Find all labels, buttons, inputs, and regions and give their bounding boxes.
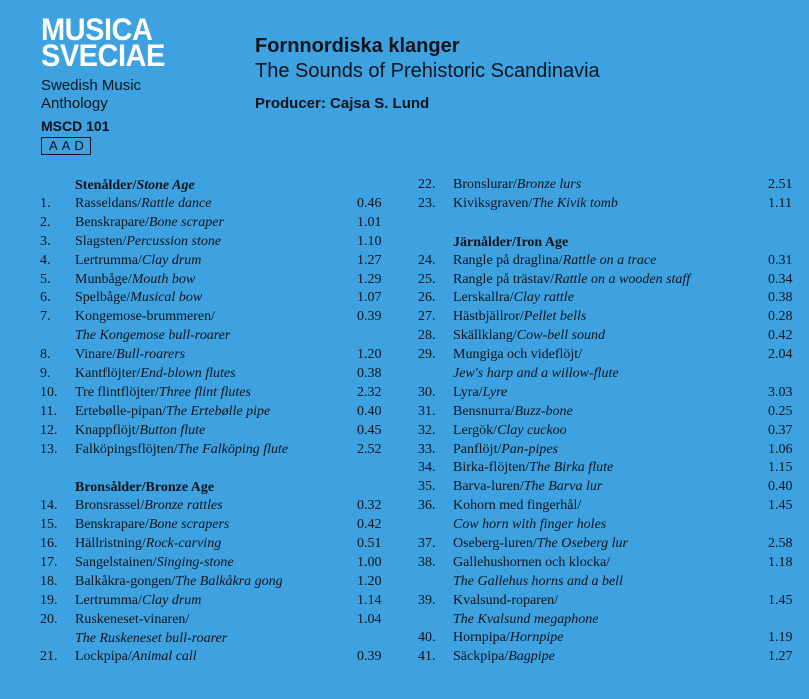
track-duration: 0.51	[357, 536, 382, 552]
track-title-sv: Kiviksgraven/	[453, 195, 533, 211]
track-title-en: Clay drum	[141, 252, 202, 268]
track-row	[418, 195, 798, 214]
track-title	[75, 573, 357, 592]
track-row	[40, 195, 385, 214]
track-row	[418, 441, 798, 460]
section-spacer	[40, 459, 385, 478]
track-title	[75, 535, 357, 554]
track-number: 1.	[40, 196, 51, 211]
track-title	[453, 478, 768, 497]
track-title	[453, 346, 768, 365]
track-title-en: Clay drum	[141, 592, 202, 608]
track-row	[418, 648, 798, 667]
track-title-sv: Bronsrassel/	[75, 498, 145, 514]
track-row	[40, 384, 385, 403]
track-title-sv: Skällklang/	[453, 328, 517, 344]
track-number: 33.	[418, 441, 436, 457]
section-heading-en: Stone Age	[136, 178, 195, 193]
track-number: 16.	[40, 536, 58, 552]
track-title	[453, 592, 768, 611]
track-title-en: The Birka flute	[529, 460, 614, 476]
track-title-sv: Lertrumma/	[75, 592, 142, 608]
track-row	[40, 516, 385, 535]
track-row	[418, 403, 798, 422]
track-title-sv: Gallehushornen och klocka/	[453, 554, 611, 570]
track-title-sv: Vinare/	[75, 347, 117, 363]
track-title-en: Rattle on a wooden staff	[554, 271, 691, 287]
track-title-sv: Mungiga och videflöjt/	[453, 347, 583, 363]
logo-subtitle-1: Swedish Music	[41, 77, 142, 94]
track-number: 29.	[418, 347, 436, 363]
track-row	[40, 214, 385, 233]
track-title-en: Bone scrapers	[148, 517, 230, 533]
track-title	[75, 289, 357, 308]
track-row	[40, 365, 385, 384]
track-duration: 0.40	[768, 479, 793, 495]
track-number: 15.	[40, 517, 58, 533]
track-title-en: Musical bow	[130, 290, 203, 306]
track-duration: 0.45	[357, 422, 382, 438]
track-row	[40, 441, 385, 460]
track-title-sv: Benskrapare/	[75, 517, 149, 533]
track-title	[75, 611, 357, 630]
track-row	[40, 573, 385, 592]
track-row	[418, 497, 798, 516]
track-number: 20.	[40, 611, 58, 627]
track-title	[453, 459, 768, 478]
track-row	[40, 422, 385, 441]
track-title	[75, 441, 357, 460]
track-title-sv: Kvalsund-roparen/	[453, 592, 558, 608]
track-duration: 1.00	[357, 555, 382, 571]
track-number: 8.	[40, 347, 51, 363]
track-duration: 0.28	[768, 309, 793, 325]
catalog-number: MSCD 101	[41, 118, 110, 134]
musica-sveciae-logo	[41, 12, 165, 155]
track-title-en-continued: The Gallehus horns and a bell	[453, 573, 623, 589]
track-title	[75, 233, 357, 252]
logo-subtitle-2: Anthology	[41, 95, 108, 112]
track-number: 34.	[418, 460, 436, 476]
track-title-en: Lyre	[482, 384, 508, 400]
track-duration: 2.04	[768, 347, 793, 363]
track-row	[40, 648, 385, 667]
track-number: 28.	[418, 328, 436, 344]
track-row	[418, 308, 798, 327]
track-number: 18.	[40, 573, 58, 589]
track-duration: 1.29	[357, 271, 382, 287]
track-duration: 3.03	[768, 384, 793, 400]
track-title-en: Singing-stone	[156, 555, 234, 571]
track-title-sv: Ruskeneset-vinaren/	[75, 611, 190, 627]
track-row	[418, 629, 798, 648]
track-title-en-continued: The Kongemose bull-roarer	[75, 328, 231, 344]
track-row	[418, 554, 798, 573]
track-row	[40, 592, 385, 611]
track-number: 41.	[418, 649, 436, 665]
track-duration: 1.20	[357, 573, 382, 589]
track-row	[40, 554, 385, 573]
track-title-sv: Munbåge/	[75, 271, 132, 287]
track-title	[75, 648, 357, 667]
track-title-sv: Lyra/	[453, 384, 483, 400]
track-row	[40, 611, 385, 630]
track-duration: 1.45	[768, 498, 793, 514]
track-title-sv: Falköpingsflöjten/	[75, 441, 178, 457]
track-duration: 2.32	[357, 384, 382, 400]
track-title-sv: Lertrumma/	[75, 252, 142, 268]
track-title-en: Clay cuckoo	[497, 422, 567, 438]
track-number: 23.	[418, 195, 436, 211]
track-title-sv: Knappflöjt/	[75, 422, 140, 438]
track-title	[75, 592, 357, 611]
track-number: 14.	[40, 498, 58, 514]
track-duration: 0.42	[357, 517, 382, 533]
section-heading-sv: Järnålder/Iron Age	[453, 234, 569, 250]
track-title-en: Animal call	[131, 649, 197, 665]
track-row	[40, 346, 385, 365]
track-row	[418, 592, 798, 611]
track-title-sv: Hornpipa/	[453, 630, 510, 646]
track-title	[75, 308, 357, 327]
track-title-en: The Barva lur	[523, 479, 603, 495]
track-number: 27.	[418, 309, 436, 325]
track-number: 13.	[40, 441, 58, 457]
section-heading-stone	[40, 176, 385, 195]
track-title-en: Bull-roarers	[116, 347, 186, 363]
album-title: Fornnordiska klanger	[255, 35, 460, 57]
track-title-en: The Kivik tomb	[532, 195, 618, 211]
track-title	[75, 497, 357, 516]
track-title-en-continued: Jew's harp and a willow-flute	[453, 366, 619, 382]
track-title	[75, 422, 357, 441]
track-title-en: Bronze rattles	[144, 498, 223, 514]
track-title-sv: Tre flintflöjter/	[75, 384, 159, 400]
track-title-en: Rattle on a trace	[562, 252, 657, 268]
track-row	[418, 384, 798, 403]
track-duration: 1.45	[768, 592, 793, 608]
track-title	[453, 195, 768, 214]
track-number: 40.	[418, 630, 436, 646]
track-title-en-continued: The Ruskeneset bull-roarer	[75, 630, 228, 646]
track-title	[75, 252, 357, 271]
track-number: 32.	[418, 422, 436, 438]
track-duration: 2.58	[768, 536, 793, 552]
track-title-sv: Kohorn med fingerhål/	[453, 498, 582, 514]
track-title-sv: Ertebølle-pipan/	[75, 403, 166, 419]
track-title-en: Bagpipe	[508, 649, 555, 665]
track-duration: 1.18	[768, 554, 793, 570]
track-title	[453, 497, 768, 516]
track-row	[418, 478, 798, 497]
track-title	[75, 346, 357, 365]
track-duration: 0.32	[357, 498, 382, 514]
section-heading-sv: Stenålder/	[75, 178, 137, 193]
track-number: 25.	[418, 271, 436, 287]
track-title	[453, 648, 768, 667]
track-number: 9.	[40, 366, 51, 382]
track-number: 26.	[418, 290, 436, 306]
track-title-sv: Rangle på trästav/	[453, 271, 555, 287]
track-title	[453, 327, 768, 346]
track-title-en: Three flint flutes	[158, 384, 251, 400]
track-title-sv: Spelbåge/	[75, 290, 131, 306]
track-title	[75, 214, 357, 233]
track-duration: 0.37	[768, 422, 793, 438]
track-title-en-continued: The Kvalsund megaphone	[453, 611, 599, 627]
album-header	[255, 34, 600, 112]
track-duration: 2.51	[768, 177, 793, 192]
track-duration: 0.38	[357, 366, 382, 382]
track-duration: 1.04	[357, 611, 382, 627]
track-title-sv: Hällristning/	[75, 536, 146, 552]
track-duration: 1.20	[357, 347, 382, 363]
track-row	[418, 252, 798, 271]
track-title-en-continued: Cow horn with finger holes	[453, 517, 607, 533]
track-title-en: Pellet bells	[523, 309, 587, 325]
track-duration: 1.10	[357, 233, 382, 249]
track-title-sv: Birka-flöjten/	[453, 460, 530, 476]
track-number: 7.	[40, 309, 51, 325]
album-subtitle: The Sounds of Prehistoric Scandinavia	[255, 60, 600, 82]
track-duration: 1.11	[768, 195, 792, 211]
track-title-en: The Falköping flute	[177, 441, 289, 457]
track-title-sv: Hästbjällror/	[453, 309, 524, 325]
track-title	[453, 422, 768, 441]
track-title-en: The Balkåkra gong	[175, 573, 283, 589]
track-title-en: Percussion stone	[126, 233, 222, 249]
track-title-en: Mouth bow	[131, 271, 196, 287]
track-title-sv: Bensnurra/	[453, 403, 515, 419]
track-title-sv: Rasseldans/	[75, 196, 142, 211]
track-title-en: Clay rattle	[513, 290, 574, 306]
track-title	[75, 384, 357, 403]
track-title	[453, 384, 768, 403]
track-number: 4.	[40, 252, 51, 268]
track-title-sv: Slagsten/	[75, 233, 127, 249]
track-number: 17.	[40, 555, 58, 571]
track-duration: 1.07	[357, 290, 382, 306]
track-title-sv: Sangelstainen/	[75, 555, 157, 571]
track-title	[453, 252, 768, 271]
track-row	[418, 289, 798, 308]
track-title	[453, 403, 768, 422]
track-duration: 1.14	[357, 592, 382, 608]
track-title	[453, 441, 768, 460]
track-title-sv: Balkåkra-gongen/	[75, 573, 176, 589]
recording-code-badge: AAD	[41, 137, 91, 155]
track-number: 35.	[418, 479, 436, 495]
track-title-sv: Rangle på draglina/	[453, 252, 563, 268]
logo-line-2: SVECIAE	[41, 38, 165, 74]
producer-credit: Producer: Cajsa S. Lund	[255, 95, 430, 112]
track-number: 3.	[40, 233, 51, 249]
track-number: 6.	[40, 290, 51, 306]
track-duration: 0.34	[768, 271, 793, 287]
track-duration: 1.19	[768, 630, 793, 646]
track-row	[418, 327, 798, 346]
track-title-en: The Oseberg lur	[536, 536, 628, 552]
section-heading-iron	[418, 233, 798, 252]
track-number: 19.	[40, 592, 58, 608]
track-number: 24.	[418, 252, 436, 268]
section-spacer	[418, 214, 798, 233]
track-title	[75, 403, 357, 422]
track-number: 30.	[418, 384, 436, 400]
track-title-sv: Säckpipa/	[453, 649, 509, 665]
track-number: 38.	[418, 554, 436, 570]
track-number: 31.	[418, 403, 436, 419]
track-row	[40, 497, 385, 516]
track-title	[75, 365, 357, 384]
track-duration: 1.27	[357, 252, 382, 268]
track-duration: 0.39	[357, 309, 382, 325]
track-title-sv: Oseberg-luren/	[453, 536, 537, 552]
track-title-en: Cow-bell sound	[516, 328, 606, 344]
track-duration: 0.46	[357, 196, 382, 211]
track-duration: 0.39	[357, 649, 382, 665]
track-title-en: Rock-carving	[145, 536, 222, 552]
track-title	[453, 535, 768, 554]
track-number: 22.	[418, 177, 436, 192]
track-number: 12.	[40, 422, 58, 438]
track-title-sv: Lergök/	[453, 422, 498, 438]
track-row	[40, 535, 385, 554]
track-title-sv: Kantflöjter/	[75, 366, 141, 382]
track-title-sv: Barva-luren/	[453, 479, 524, 495]
track-title-sv: Lockpipa/	[75, 649, 132, 665]
track-title-en: Buzz-bone	[514, 403, 573, 419]
track-row	[418, 271, 798, 290]
track-number: 2.	[40, 214, 51, 230]
track-title	[453, 629, 768, 648]
track-title	[453, 176, 768, 195]
track-title-sv: Bronslurar/	[453, 177, 517, 192]
track-row	[40, 252, 385, 271]
track-title-sv: Panflöjt/	[453, 441, 502, 457]
track-title	[453, 289, 768, 308]
track-title	[453, 554, 768, 573]
track-row	[40, 271, 385, 290]
track-title-en: Pan-pipes	[501, 441, 558, 457]
track-duration: 0.40	[357, 403, 382, 419]
track-title-sv: Benskrapare/	[75, 214, 149, 230]
logo-line-1: MUSICA	[41, 12, 153, 48]
track-title-sv: Lerskallra/	[453, 290, 514, 306]
track-row	[40, 289, 385, 308]
track-number: 37.	[418, 536, 436, 552]
track-duration: 1.27	[768, 649, 793, 665]
track-row	[418, 535, 798, 554]
section-heading-sv: Bronsålder/Bronze Age	[75, 480, 215, 496]
track-number: 36.	[418, 498, 436, 514]
track-duration: 1.06	[768, 441, 793, 457]
track-title-sv: Kongemose-brummeren/	[75, 309, 215, 325]
tracklist-right-column	[418, 176, 798, 667]
track-title-en: The Ertebølle pipe	[165, 403, 271, 419]
track-row	[418, 422, 798, 441]
track-duration: 0.38	[768, 290, 793, 306]
track-row	[40, 233, 385, 252]
track-duration: 0.42	[768, 328, 793, 344]
track-duration: 0.31	[768, 252, 793, 268]
track-title	[75, 516, 357, 535]
track-row	[418, 459, 798, 478]
track-title-en: Bronze lurs	[516, 177, 582, 192]
track-duration: 1.15	[768, 460, 793, 476]
track-number: 11.	[40, 403, 57, 419]
track-row	[418, 176, 798, 195]
track-duration: 1.01	[357, 214, 382, 230]
tracklist-left-column	[40, 176, 385, 667]
track-title-en: Button flute	[139, 422, 206, 438]
track-title	[453, 308, 768, 327]
track-row	[40, 403, 385, 422]
track-title	[453, 271, 768, 290]
track-title	[75, 554, 357, 573]
track-duration: 0.25	[768, 403, 793, 419]
track-row	[418, 346, 798, 365]
track-duration: 2.52	[357, 441, 382, 457]
track-title	[75, 271, 357, 290]
track-title	[75, 195, 357, 214]
track-number: 39.	[418, 592, 436, 608]
track-row	[40, 308, 385, 327]
track-number: 10.	[40, 384, 58, 400]
track-title-en: Rattle dance	[141, 196, 212, 211]
track-title-en: End-blown flutes	[140, 366, 236, 382]
track-title-en: Hornpipe	[509, 630, 564, 646]
section-heading-bronze	[40, 478, 385, 497]
track-number: 5.	[40, 271, 51, 287]
track-title-en: Bone scraper	[148, 214, 224, 230]
track-number: 21.	[40, 649, 58, 665]
